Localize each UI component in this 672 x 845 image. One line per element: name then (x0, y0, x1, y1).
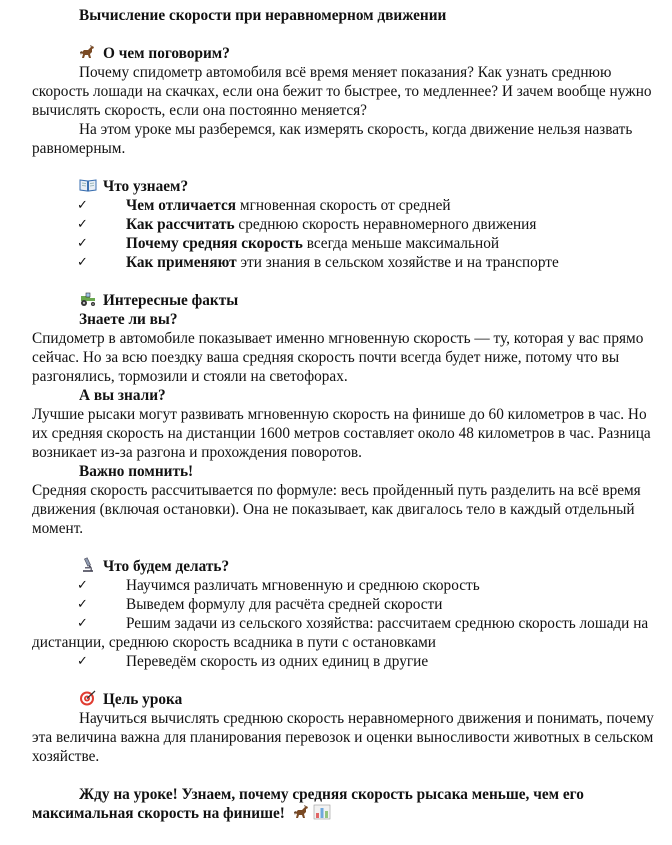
section-heading-plan (32, 557, 657, 576)
tractor-icon (79, 291, 97, 307)
section-heading-learn-text: Что узнаем? (103, 178, 189, 195)
plan-list (32, 576, 657, 671)
checkmark-icon: ✓ (77, 217, 88, 232)
learn-list (32, 196, 657, 272)
plan-list-item: ✓ Переведём скорость из одних единиц в другие (77, 653, 429, 670)
intro-paragraph-1: Почему спидометр автомобиля всё время меняет показания? Как узнать среднюю скорость лошади на скачках, если она бежит то быстрее, то медленнее? И зачем вообще нужно вычислять скорость, если она постоянно меняется? (32, 64, 652, 119)
fact-paragraph: Лучшие рысаки могут развивать мгновенную скорость на финише до 60 километров в час. Но их средняя скорость на дистанции 1600 метров составляет около 48 километров в час. Разница возникает из-за разгона и прохождения поворотов. (32, 406, 651, 461)
fact-subheading: Знаете ли вы? (79, 311, 178, 328)
document-title: Вычисление скорости при неравномерном движении (79, 7, 447, 24)
intro-paragraph-2: На этом уроке мы разберемся, как измерять скорость, когда движение нельзя назвать равномерным. (32, 121, 633, 157)
checkmark-icon: ✓ (77, 236, 88, 251)
fact-subheading: А вы знали? (79, 387, 166, 404)
checkmark-icon: ✓ (77, 198, 88, 213)
learn-list-item: ✓ Как рассчитать среднюю скорость неравномерного движения (77, 216, 537, 233)
horse-icon (79, 44, 97, 60)
section-heading-learn (32, 177, 657, 196)
section-heading-intro-text: О чем поговорим? (103, 45, 230, 62)
fact-paragraph: Средняя скорость рассчитывается по формуле: весь пройденный путь разделить на всё время движения (включая остановки). Она не показывает, как двигалось тело в каждый отдельный момент. (32, 482, 641, 537)
checkmark-icon: ✓ (77, 654, 88, 669)
section-heading-facts-text: Интересные факты (103, 292, 239, 309)
section-heading-intro (32, 44, 657, 63)
fact-paragraph: Спидометр в автомобиле показывает именно мгновенную скорость — ту, которая у вас прямо сейчас. Но за всю поездку ваша средняя скорость почти всегда будет ниже, потому что вы разгонялись, тормозили и стояли на светофорах. (32, 330, 644, 385)
section-heading-goal (32, 690, 657, 709)
learn-list-item: ✓ Чем отличается мгновенная скорость от средней (77, 197, 451, 214)
goal-paragraph: Научиться вычислять среднюю скорость неравномерного движения и понимать, почему эта величина важна для планирования перевозок и оценки выносливости животных в сельском хозяйстве. (32, 710, 654, 765)
target-icon (79, 690, 97, 706)
plan-list-item: ✓ Выведем формулу для расчёта средней скорости (77, 596, 443, 613)
section-heading-facts (32, 291, 657, 310)
fact-subheading: Важно помнить! (79, 463, 194, 480)
open-book-icon (79, 177, 97, 193)
closing-text: Жду на уроке! Узнаем, почему средняя скорость рысака меньше, чем его максимальная скорость на финише! (32, 786, 584, 822)
plan-list-item: ✓ Решим задачи из сельского хозяйства: рассчитаем среднюю скорость лошади на дистанции, среднюю скорость всадника в пути с остановками (32, 615, 649, 651)
checkmark-icon: ✓ (77, 255, 88, 270)
closing-paragraph (32, 785, 657, 823)
horse-icon (293, 804, 311, 820)
learn-list-item: ✓ Почему средняя скорость всегда меньше максимальной (77, 235, 500, 252)
bar-chart-icon (313, 804, 331, 820)
microscope-icon (79, 557, 97, 573)
plan-list-item: ✓ Научимся различать мгновенную и среднюю скорость (77, 577, 480, 594)
section-heading-plan-text: Что будем делать? (103, 558, 230, 575)
checkmark-icon: ✓ (77, 616, 88, 631)
checkmark-icon: ✓ (77, 578, 88, 593)
learn-list-item: ✓ Как применяют эти знания в сельском хозяйстве и на транспорте (77, 254, 559, 271)
lesson-document (32, 6, 657, 823)
checkmark-icon: ✓ (77, 597, 88, 612)
section-heading-goal-text: Цель урока (103, 691, 183, 708)
